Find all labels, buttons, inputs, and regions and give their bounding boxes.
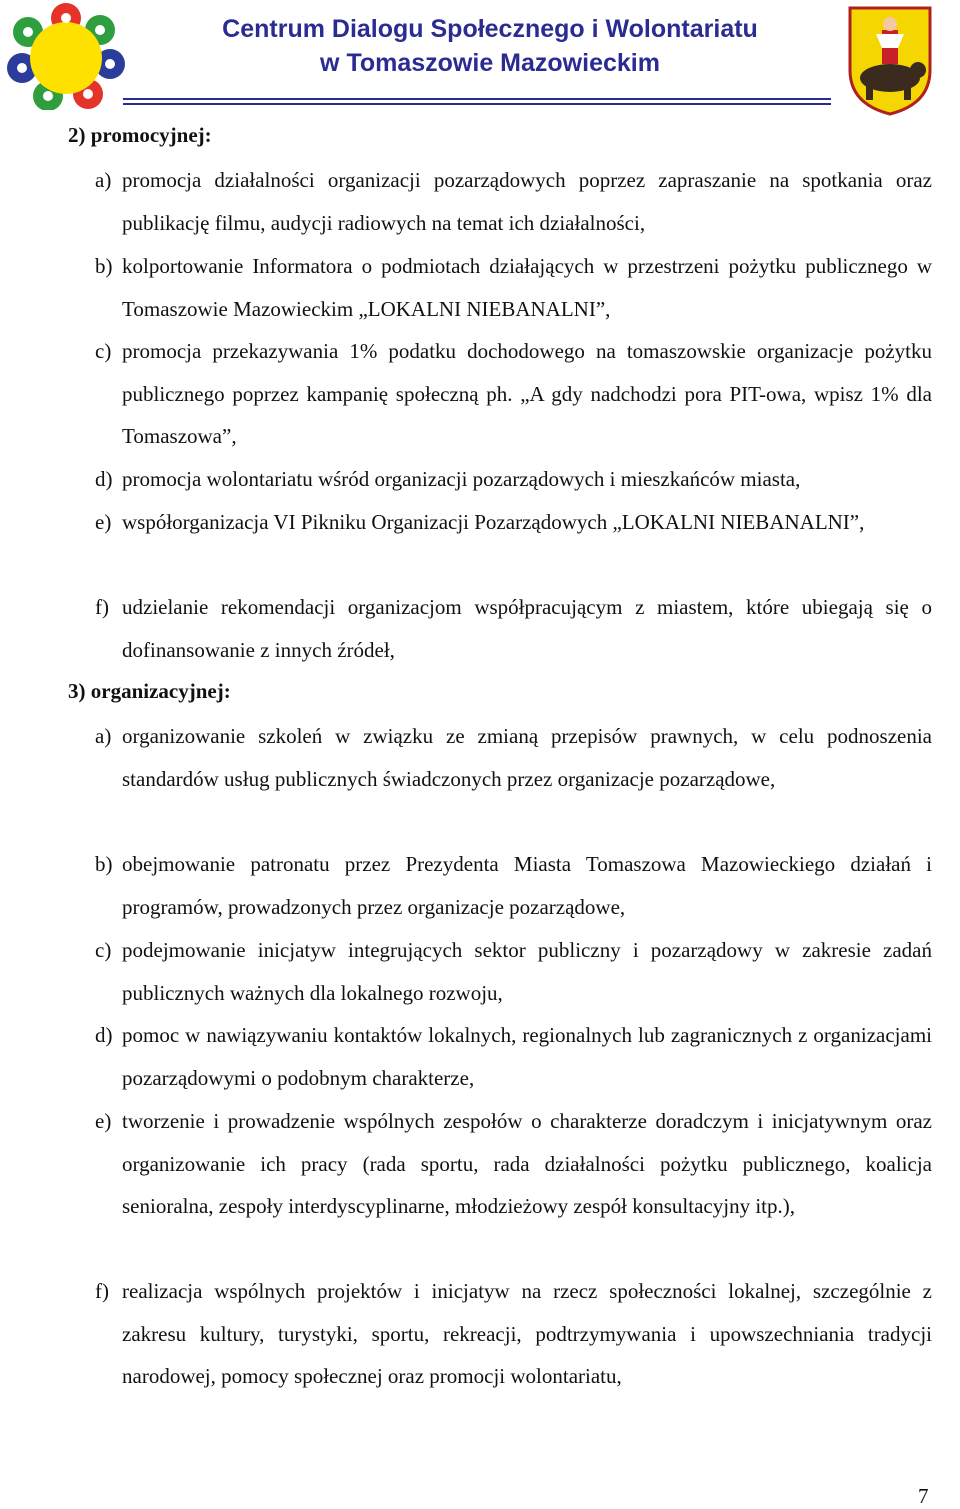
list-item-text: obejmowanie patronatu przez Prezydenta Miasta Tomaszowa Mazowieckiego działań i programów, prowadzonych przez organizacje pozarządowe,	[122, 852, 932, 919]
page-number: 7	[918, 1484, 929, 1508]
list-item	[95, 1270, 932, 1398]
list-item-text: promocja działalności organizacji pozarządowych poprzez zapraszanie na spotkania oraz publikację filmu, audycji radiowych na temat ich działalności,	[122, 168, 932, 235]
flower-logo-icon	[2, 2, 130, 110]
header-rule-top	[123, 98, 831, 100]
coat-of-arms-icon	[846, 4, 934, 116]
list-item-letter: b)	[95, 852, 113, 876]
list-item	[95, 929, 932, 1014]
list-item-letter: a)	[95, 724, 112, 748]
section-heading-promocyjnej: 2) promocyjnej:	[68, 123, 212, 147]
list-item	[95, 843, 932, 928]
list-item-letter: a)	[95, 168, 112, 192]
list-item	[95, 1100, 932, 1228]
list-item-text: tworzenie i prowadzenie wspólnych zespołów o charakterze doradczym i inicjatywnym oraz organizowanie ich pracy (rada sportu, rada działalności pożytku publicznego, koalicja senioralna, zespoły interdyscyplinarne, młodzieżowy zespół konsultacyjny itp.),	[122, 1109, 932, 1219]
list-item-text: współorganizacja VI Pikniku Organizacji Pozarządowych „LOKALNI NIEBANALNI”,	[122, 510, 865, 534]
list-item-letter: c)	[95, 339, 112, 363]
list-item	[95, 458, 932, 501]
list-item	[95, 245, 932, 330]
list-item-text: udzielanie rekomendacji organizacjom współpracującym z miastem, które ubiegają się o dofinansowanie z innych źródeł,	[122, 595, 932, 662]
list-item-text: kolportowanie Informatora o podmiotach działających w przestrzeni pożytku publicznego w Tomaszowie Mazowieckim „LOKALNI NIEBANALNI”,	[122, 254, 932, 321]
list-item-letter: b)	[95, 254, 113, 278]
list-item-text: realizacja wspólnych projektów i inicjatyw na rzecz społeczności lokalnej, szczególnie z zakresu kultury, turystyki, sportu, rekreacji, podtrzymywania i upowszechniania tradycji narodowej, pomocy społecznej oraz promocji wolontariatu,	[122, 1279, 932, 1389]
section-heading-organizacyjnej: 3) organizacyjnej:	[68, 679, 231, 703]
organization-title-line1: Centrum Dialogu Społecznego i Wolontariatu	[222, 15, 758, 43]
page-header	[0, 0, 960, 110]
list-item-letter: c)	[95, 938, 112, 962]
list-item	[95, 330, 932, 458]
list-item	[95, 501, 932, 544]
list-item	[95, 1014, 932, 1099]
list-item-letter: f)	[95, 595, 109, 619]
list-item-letter: e)	[95, 510, 112, 534]
header-rule-bottom	[123, 103, 831, 105]
list-item	[95, 159, 932, 244]
list-item-text: pomoc w nawiązywaniu kontaktów lokalnych, regionalnych lub zagranicznych z organizacjami pozarządowymi o podobnym charakterze,	[122, 1023, 932, 1090]
list-item-text: promocja wolontariatu wśród organizacji pozarządowych i mieszkańców miasta,	[122, 467, 801, 491]
list-item-letter: e)	[95, 1109, 112, 1133]
list-item-letter: d)	[95, 467, 113, 491]
list-item-letter: d)	[95, 1023, 113, 1047]
organization-title-line2: w Tomaszowie Mazowieckim	[320, 49, 660, 77]
organization-title	[140, 12, 840, 80]
list-item-text: podejmowanie inicjatyw integrujących sektor publiczny i pozarządowy w zakresie zadań publicznych ważnych dla lokalnego rozwoju,	[122, 938, 932, 1005]
list-item	[95, 586, 932, 671]
list-item-text: promocja przekazywania 1% podatku dochodowego na tomaszowskie organizacje pożytku publicznego poprzez kampanię społeczną ph. „A gdy nadchodzi pora PIT-owa, wpisz 1% dla Tomaszowa”,	[122, 339, 932, 449]
list-item-text: organizowanie szkoleń w związku ze zmianą przepisów prawnych, w celu podnoszenia standardów usług publicznych świadczonych przez organizacje pozarządowe,	[122, 724, 932, 791]
list-item-letter: f)	[95, 1279, 109, 1303]
list-item	[95, 715, 932, 800]
